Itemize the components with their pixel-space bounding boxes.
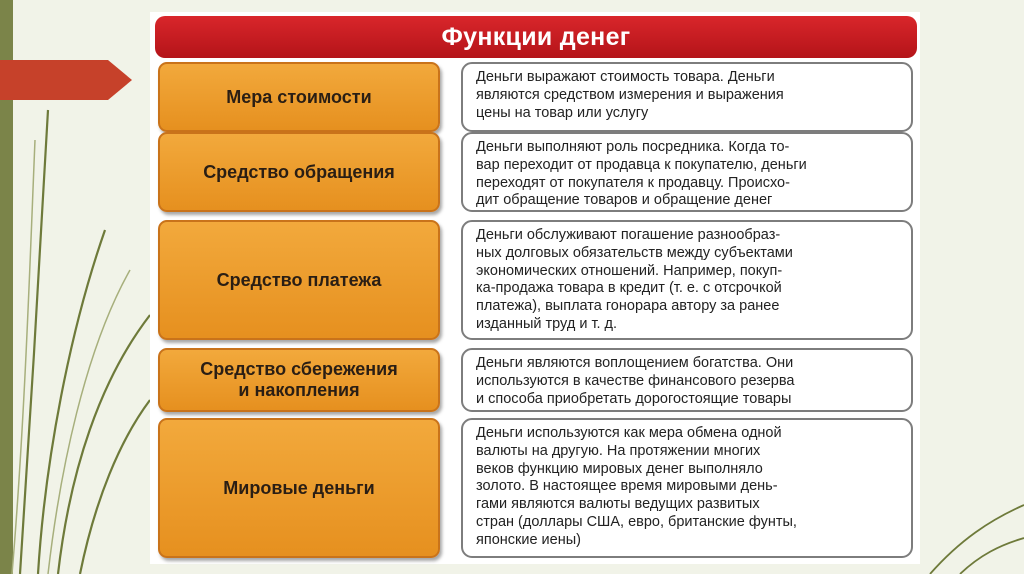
function-description: [461, 220, 913, 340]
desc-line: Деньги используются как мера обмена одной: [476, 425, 782, 441]
function-description: [461, 62, 913, 132]
desc-line: Деньги обслуживают погашение разнообраз-: [476, 227, 781, 243]
desc-line: вар переходит от продавца к покупателю, деньги: [476, 156, 807, 173]
function-row-measure: [150, 62, 920, 132]
desc-line: веков функцию мировых денег выполняло: [476, 460, 763, 477]
label-line: Средство платежа: [216, 269, 382, 290]
function-label: [158, 348, 440, 412]
desc-line: золото. В настоящее время мировыми день-: [476, 478, 778, 495]
desc-line: гами являются валюты ведущих развитых: [476, 496, 760, 513]
function-description: [461, 348, 913, 412]
function-row-payment: [150, 220, 920, 340]
desc-line: стран (доллары США, евро, британские фунты,: [476, 513, 797, 530]
function-description: [461, 132, 913, 212]
desc-line: платежа), выплата гонорара автору за ранее: [476, 298, 780, 315]
desc-line: экономических отношений. Например, покуп-: [476, 262, 783, 279]
desc-line: используются в качестве финансового резерва: [476, 372, 795, 389]
function-label: [158, 132, 440, 212]
title-bar: Функции денег: [155, 16, 917, 58]
label-line: Мера стоимости: [226, 86, 372, 107]
label-line: Мировые деньги: [223, 477, 375, 498]
desc-line: изданный труд и т. д.: [476, 315, 618, 332]
label-line: и накопления: [238, 380, 360, 400]
desc-line: и способа приобретать дорогостоящие товары: [476, 390, 792, 407]
desc-line: Деньги выражают стоимость товара. Деньги: [476, 69, 775, 85]
function-description: [461, 418, 913, 558]
desc-line: ных долговых обязательств между субъектами: [476, 244, 793, 261]
decorative-curves-light: [12, 140, 130, 574]
function-row-circulation: [150, 132, 920, 212]
desc-line: Деньги являются воплощением богатства. Они: [476, 355, 794, 371]
desc-line: ка-продажа товара в кредит (т. е. с отсрочкой: [476, 280, 782, 297]
function-label: [158, 220, 440, 340]
desc-line: дит обращение товаров и обращение денег: [476, 192, 773, 209]
content-card: [150, 12, 920, 564]
desc-line: Деньги выполняют роль посредника. Когда то-: [476, 139, 790, 155]
function-label: [158, 62, 440, 132]
desc-line: цены на товар или услугу: [476, 104, 649, 121]
desc-line: являются средством измерения и выражения: [476, 86, 784, 103]
function-row-world-money: [150, 418, 920, 558]
decorative-curves-right: [930, 505, 1024, 574]
desc-line: японские иены): [476, 531, 581, 548]
label-line: Средство обращения: [203, 161, 395, 182]
function-label: [158, 418, 440, 558]
decorative-curves: [20, 110, 150, 574]
desc-line: переходят от покупателя к продавцу. Происхо-: [476, 174, 790, 191]
arrow-marker: [0, 60, 132, 100]
label-line: Средство сбережения: [200, 359, 398, 379]
function-row-saving: [150, 348, 920, 412]
desc-line: валюты на другую. На протяжении многих: [476, 442, 761, 459]
